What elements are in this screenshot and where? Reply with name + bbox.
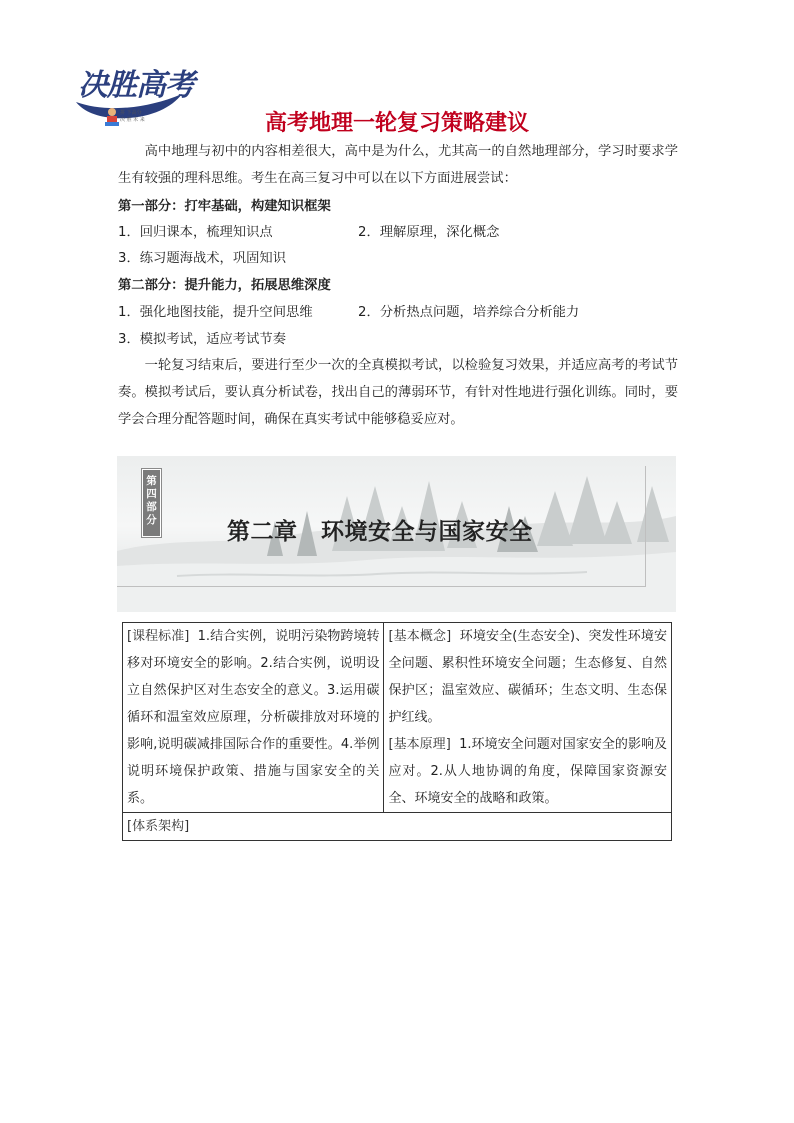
part1-item-2: 2．理解原理，深化概念 — [358, 225, 500, 240]
section-tag: 第四部分 — [142, 469, 161, 537]
part1-item-3: 3．练习题海战术，巩固知识 — [118, 251, 287, 266]
table-row — [123, 623, 672, 813]
curriculum-standard-cell — [123, 623, 384, 813]
part2-item-2: 2．分析热点问题，培养综合分析能力 — [358, 305, 580, 320]
curriculum-table — [122, 622, 672, 841]
part2-heading: 第二部分：提升能力，拓展思维深度 — [118, 278, 331, 293]
principle-text: 1.环境安全问题对国家安全的影响及应对。2.从人地协调的角度，保障国家资源安全、环境安全的战略和政策。 — [388, 737, 668, 806]
standard-text: 1.结合实例，说明污染物跨境转移对环境安全的影响。2.结合实例，说明设立自然保护区对生态安全的意义。3.运用碳循环和温室效应原理，分析碳排放对环境的影响,说明碳减排国际合作的重要性。4.举例说明环境保护政策、措施与国家安全的关系。 — [127, 629, 380, 806]
part2-item-1: 1．强化地图技能，提升空间思维 — [118, 305, 313, 320]
logo-text: 决胜高考 — [78, 68, 194, 103]
concept-text: 环境安全(生态安全)、突发性环境安全问题、累积性环境安全问题；生态修复、自然保护区；温室效应、碳循环；生态文明、生态保护红线。 — [388, 629, 667, 725]
part1-heading: 第一部分：打牢基础，构建知识框架 — [118, 199, 331, 214]
part1-item-1: 1．回归课本，梳理知识点 — [118, 225, 273, 240]
logo-slogan-1: 拼 下高分 — [120, 110, 142, 116]
intro-paragraph: 高中地理与初中的内容相差很大，高中是为什么，尤其高一的自然地理部分，学习时要求学生有较强的理科思维。考生在高三复习中可以在以下方面进展尝试： — [118, 144, 678, 186]
logo-slogan-2: 决 胜 未 来 — [120, 117, 145, 123]
framework-cell — [123, 813, 672, 841]
concept-principle-cell — [384, 623, 672, 813]
part2-item-3: 3．模拟考试，适应考试节奏 — [118, 332, 287, 347]
chapter-title: 第二章 环境安全与国家安全 — [227, 519, 533, 545]
framework-label: [体系架构] — [127, 819, 190, 834]
closing-paragraph: 一轮复习结束后，要进行至少一次的全真模拟考试，以检验复习效果，并适应高考的考试节奏。模拟考试后，要认真分析试卷，找出自己的薄弱环节，有针对性地进行强化训练。同时，要学会合理分配答题时间，确保在真实考试中能够稳妥应对。 — [118, 358, 678, 427]
principle-label: [基本原理] — [388, 737, 451, 752]
concept-label: [基本概念] — [388, 629, 452, 644]
standard-label: [课程标准] — [127, 629, 190, 644]
page-title: 高考地理一轮复习策略建议 — [264, 111, 529, 136]
chapter-banner — [117, 456, 676, 612]
table-row — [123, 813, 672, 841]
